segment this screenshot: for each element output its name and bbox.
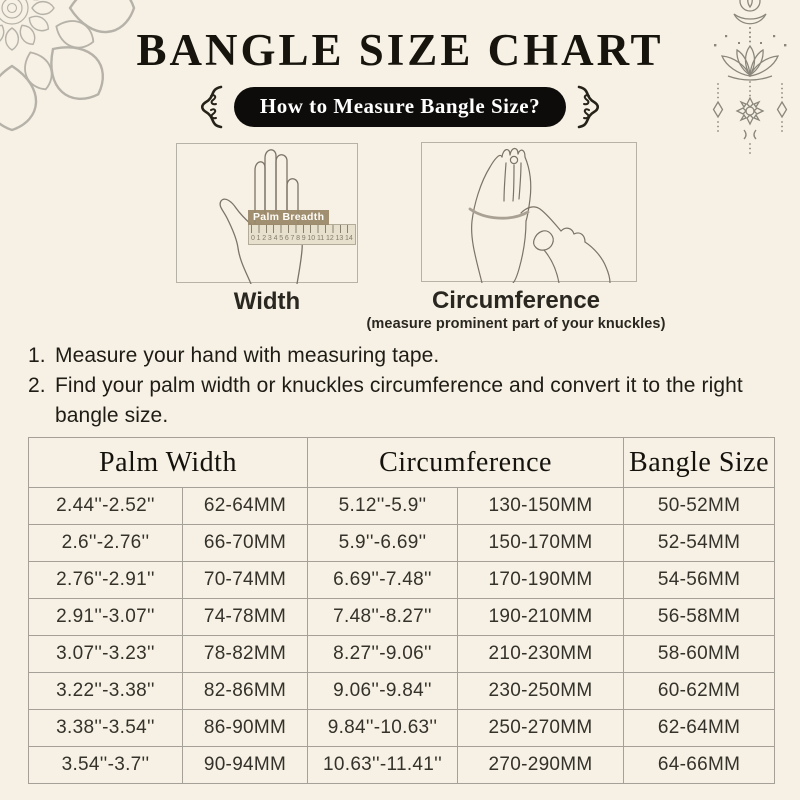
table-cell: 170-190MM	[458, 562, 624, 599]
table-row	[29, 673, 775, 710]
table-cell: 64-66MM	[624, 747, 775, 784]
table-cell: 2.76''-2.91''	[29, 562, 183, 599]
table-cell: 210-230MM	[458, 636, 624, 673]
instruction-text: Find your palm width or knuckles circumference and convert it to the right bangle size.	[55, 374, 743, 427]
table-cell: 270-290MM	[458, 747, 624, 784]
circumference-caption-block	[363, 287, 669, 332]
circumference-illustration-box	[421, 142, 637, 282]
ruler-number: 10	[307, 235, 316, 242]
ruler-number: 3	[267, 235, 272, 242]
page-title: BANGLE SIZE CHART	[136, 25, 664, 75]
table-cell: 190-210MM	[458, 599, 624, 636]
bangle-size-header: Bangle Size	[624, 438, 775, 488]
table-row	[29, 599, 775, 636]
table-row	[29, 562, 775, 599]
table-cell: 8.27''-9.06''	[308, 636, 458, 673]
ruler-number: 0	[251, 235, 255, 242]
table-cell: 74-78MM	[183, 599, 308, 636]
table-cell: 82-86MM	[183, 673, 308, 710]
table-cell: 3.07''-3.23''	[29, 636, 183, 673]
ruler	[248, 224, 356, 245]
ruler-number: 14	[345, 235, 353, 242]
table-cell: 3.38''-3.54''	[29, 710, 183, 747]
table-cell: 90-94MM	[183, 747, 308, 784]
table-cell: 78-82MM	[183, 636, 308, 673]
table-cell: 60-62MM	[624, 673, 775, 710]
ruler-numbers	[251, 233, 353, 244]
circumference-subcaption: (measure prominent part of your knuckles)	[366, 316, 666, 332]
table-cell: 7.48''-8.27''	[308, 599, 458, 636]
ruler-number: 13	[335, 235, 344, 242]
width-illustration-box	[176, 143, 358, 283]
ruler-number: 11	[316, 235, 325, 242]
ruler-number: 12	[325, 235, 334, 242]
table-cell: 54-56MM	[624, 562, 775, 599]
table-cell: 9.84''-10.63''	[308, 710, 458, 747]
table-cell: 3.54''-3.7''	[29, 747, 183, 784]
table-cell: 150-170MM	[458, 525, 624, 562]
table-cell: 58-60MM	[624, 636, 775, 673]
instruction-number: 1.	[28, 344, 46, 367]
table-cell: 70-74MM	[183, 562, 308, 599]
table-cell: 52-54MM	[624, 525, 775, 562]
table-cell: 3.22''-3.38''	[29, 673, 183, 710]
table-cell: 62-64MM	[183, 488, 308, 525]
size-table-head	[29, 438, 775, 488]
instruction-1	[28, 341, 758, 371]
size-chart-table	[28, 437, 775, 784]
table-cell: 9.06''-9.84''	[308, 673, 458, 710]
instruction-text: Measure your hand with measuring tape.	[55, 344, 440, 367]
table-row	[29, 488, 775, 525]
table-cell: 86-90MM	[183, 710, 308, 747]
instruction-2	[28, 371, 758, 431]
size-table-body	[29, 488, 775, 784]
table-cell: 230-250MM	[458, 673, 624, 710]
table-cell: 56-58MM	[624, 599, 775, 636]
table-cell: 130-150MM	[458, 488, 624, 525]
table-header-row	[29, 438, 775, 488]
banner-row	[0, 84, 800, 130]
table-row	[29, 636, 775, 673]
ruler-number: 4	[273, 235, 278, 242]
ruler-number: 9	[301, 235, 306, 242]
width-caption: Width	[233, 288, 301, 315]
table-cell: 250-270MM	[458, 710, 624, 747]
ruler-number: 7	[290, 235, 295, 242]
table-row	[29, 525, 775, 562]
table-cell: 5.9''-6.69''	[308, 525, 458, 562]
table-cell: 2.6''-2.76''	[29, 525, 183, 562]
hand-circumference-icon	[422, 143, 638, 283]
squiggle-right-icon	[575, 84, 607, 130]
table-cell: 66-70MM	[183, 525, 308, 562]
circumference-header: Circumference	[308, 438, 624, 488]
ruler-number: 5	[279, 235, 284, 242]
table-cell: 2.91''-3.07''	[29, 599, 183, 636]
instruction-number: 2.	[28, 374, 46, 397]
table-cell: 6.69''-7.48''	[308, 562, 458, 599]
palm-width-header: Palm Width	[29, 438, 308, 488]
circumference-caption: Circumference	[431, 287, 601, 314]
table-cell: 5.12''-5.9''	[308, 488, 458, 525]
ruler-number: 1	[256, 235, 261, 242]
table-cell: 50-52MM	[624, 488, 775, 525]
ruler-number: 8	[296, 235, 301, 242]
palm-breadth-label: Palm Breadth	[248, 210, 329, 225]
squiggle-left-icon	[193, 84, 225, 130]
how-to-measure-banner: How to Measure Bangle Size?	[234, 87, 566, 127]
table-cell: 62-64MM	[624, 710, 775, 747]
table-cell: 10.63''-11.41''	[308, 747, 458, 784]
instructions	[28, 341, 758, 431]
ruler-ticks	[251, 225, 353, 233]
table-row	[29, 747, 775, 784]
table-row	[29, 710, 775, 747]
ruler-number: 6	[284, 235, 289, 242]
ruler-number: 2	[262, 235, 267, 242]
table-cell: 2.44''-2.52''	[29, 488, 183, 525]
